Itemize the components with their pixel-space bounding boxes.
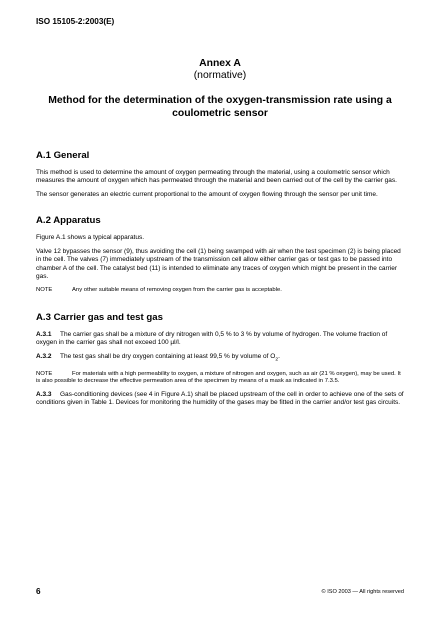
note xyxy=(36,287,406,294)
clause-a3-3 xyxy=(36,391,406,407)
clause-end: . xyxy=(278,353,280,361)
copyright-notice: © ISO 2003 — All rights reserved xyxy=(321,589,404,595)
clause-number: A.3.2 xyxy=(36,353,52,361)
note-label: NOTE xyxy=(36,370,53,377)
clause-text: The test gas shall be dry oxygen containing at least 99,5 % by volume of O xyxy=(60,353,276,361)
clause-number: A.3.3 xyxy=(36,391,52,399)
page-number: 6 xyxy=(36,587,41,596)
clause-a3-2 xyxy=(36,353,406,364)
annex-heading xyxy=(36,58,404,82)
clause-text: The carrier gas shall be a mixture of dry nitrogen with 0,5 % to 3 % by volume of hydrogen. The volume fraction of oxygen in the carrier gas shall not exceed 100 µl/l. xyxy=(36,331,388,347)
section-heading-a1: A.1 General xyxy=(36,150,90,161)
note-label: NOTE xyxy=(36,286,53,293)
annex-title: Annex A xyxy=(199,58,241,69)
annex-main-title: Method for the determination of the oxygen-transmission rate using a coulometric sensor xyxy=(48,95,392,119)
paragraph: This method is used to determine the amount of oxygen permeating through the material, using a coulometric sensor which measures the amount of oxygen which has permeated through the material and been carried out of the cell by the carrier gas. xyxy=(36,169,397,185)
paragraph: The sensor generates an electric current proportional to the amount of oxygen flowing through the sensor per unit time. xyxy=(36,191,378,199)
note-text: For materials with a high permeability to oxygen, a mixture of nitrogen and oxygen, such as air (21 % oxygen), may be used. It is also possible to decrease the effective permeation area of the specimen by means of a mask as indicated in 7.3.5. xyxy=(36,370,401,384)
section-heading-a3: A.3 Carrier gas and test gas xyxy=(36,312,163,324)
note xyxy=(36,371,406,386)
paragraph: Valve 12 bypasses the sensor (9), thus avoiding the cell (1) being swamped with air when the test specimen (2) is being placed in the cell. The valves (7) immediately upstream of the transmission cell allow either carrier gas or test gas to be passed into chamber A of the cell. The catalyst bed (11) is intended to eliminate any traces of oxygen which might be present in the carrier gas. xyxy=(36,248,401,280)
clause-a3-1 xyxy=(36,331,406,347)
paragraph: Figure A.1 shows a typical apparatus. xyxy=(36,234,145,242)
clause-text: Gas-conditioning devices (see 4 in Figure A.1) shall be placed upstream of the cell in order to achieve one of the sets of conditions given in Table 1. Devices for monitoring the humidity of the gases may be fitted in the carrier and/or test gas circuits. xyxy=(36,391,404,407)
section-heading-a2: A.2 Apparatus xyxy=(36,215,101,227)
note-text: Any other suitable means of removing oxygen from the carrier gas is acceptable. xyxy=(72,286,282,293)
clause-number: A.3.1 xyxy=(36,331,52,339)
subscript: 2 xyxy=(275,357,279,363)
document-body xyxy=(36,150,406,413)
document-id: ISO 15105-2:2003(E) xyxy=(36,17,115,26)
annex-type: (normative) xyxy=(193,70,247,81)
